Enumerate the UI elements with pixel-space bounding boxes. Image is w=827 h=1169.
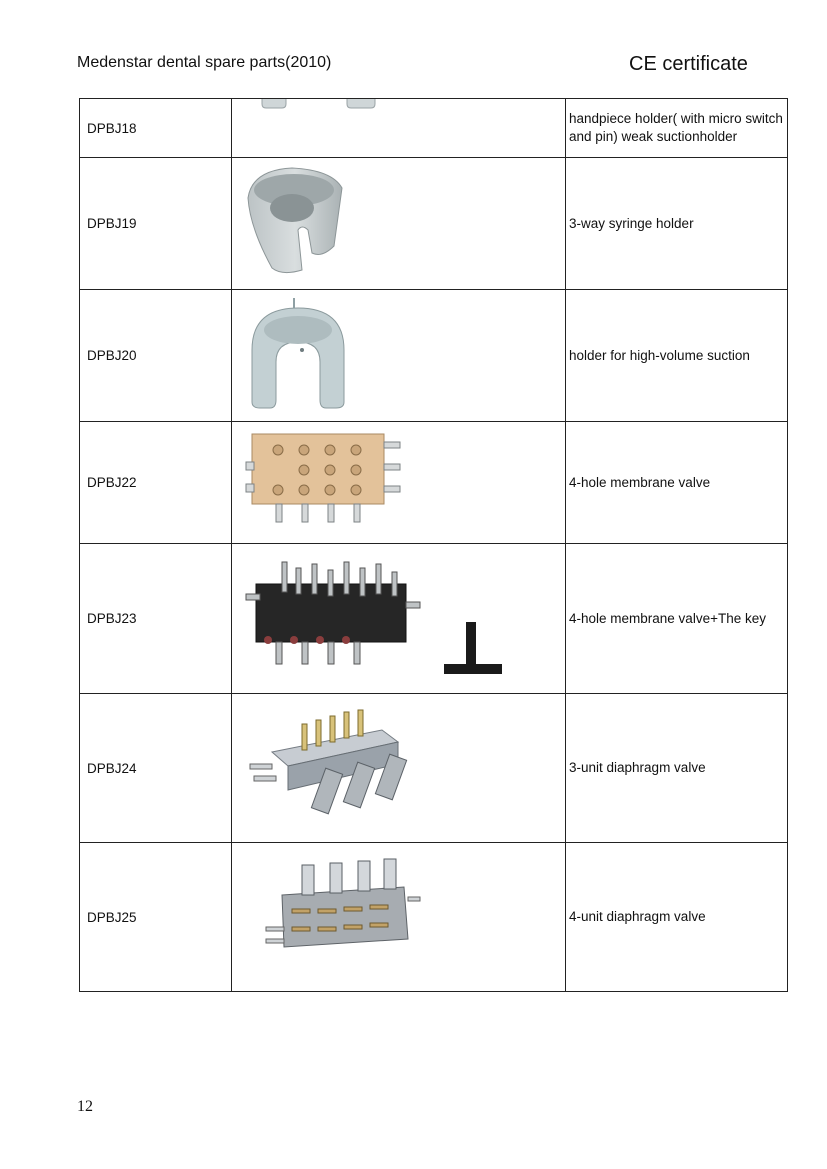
part-image-cell	[232, 290, 566, 422]
part-image-cell	[232, 843, 566, 992]
membrane-valve-key-image	[232, 544, 565, 693]
certificate-label: CE certificate	[629, 53, 748, 75]
part-code: DPBJ23	[80, 544, 232, 694]
table-row	[80, 544, 788, 694]
document-title: Medenstar dental spare parts(2010)	[77, 54, 332, 71]
handpiece-holder-image	[232, 99, 565, 157]
syringe-holder-image	[232, 158, 565, 289]
diaphragm-valve-4-image	[232, 843, 565, 991]
part-description: 4-hole membrane valve+The key	[566, 544, 788, 694]
part-code: DPBJ20	[80, 290, 232, 422]
part-code: DPBJ18	[80, 99, 232, 158]
spare-parts-table	[79, 98, 788, 992]
table-row	[80, 99, 788, 158]
table-row	[80, 694, 788, 843]
suction-holder-image	[232, 290, 565, 421]
part-code: DPBJ19	[80, 158, 232, 290]
table-row	[80, 290, 788, 422]
part-code: DPBJ22	[80, 422, 232, 544]
table-row	[80, 843, 788, 992]
part-code: DPBJ25	[80, 843, 232, 992]
part-image-cell	[232, 158, 566, 290]
part-description: 3-unit diaphragm valve	[566, 694, 788, 843]
diaphragm-valve-3-image	[232, 694, 565, 842]
part-description: holder for high-volume suction	[566, 290, 788, 422]
part-image-cell	[232, 99, 566, 158]
part-image-cell	[232, 422, 566, 544]
table-row	[80, 158, 788, 290]
page-number: 12	[77, 1098, 93, 1115]
part-code: DPBJ24	[80, 694, 232, 843]
part-image-cell	[232, 544, 566, 694]
membrane-valve-image	[232, 422, 565, 543]
part-description: 4-unit diaphragm valve	[566, 843, 788, 992]
part-description: 3-way syringe holder	[566, 158, 788, 290]
part-image-cell	[232, 694, 566, 843]
part-description: handpiece holder( with micro switch and pin) weak suctionholder	[566, 99, 788, 158]
table-row	[80, 422, 788, 544]
part-description: 4-hole membrane valve	[566, 422, 788, 544]
